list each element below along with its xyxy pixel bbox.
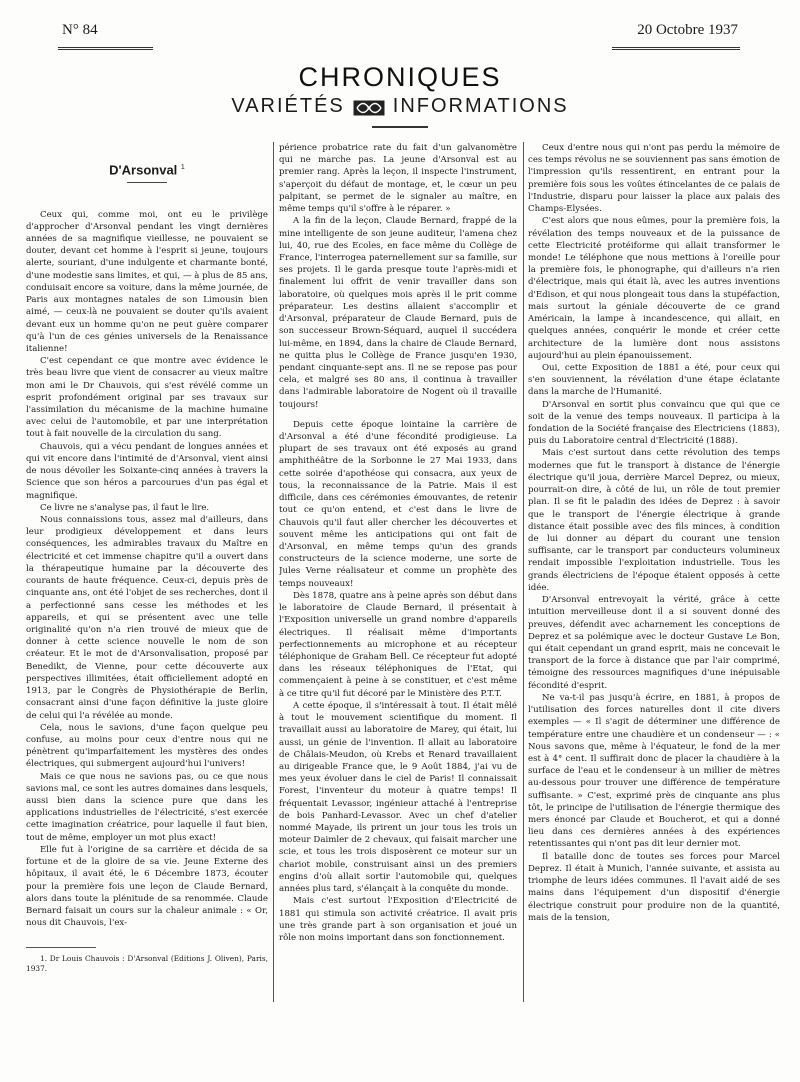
paragraph: Ce livre ne s'analyse pas, il faut le lire.: [40, 502, 210, 513]
paragraph: Ceux qui, comme moi, ont eu le privilège d'approcher d'Arsonval pendant les vingt dernières années de sa magnifique vieillesse, ne pouvaient se douter, devant cet homme à l'esprit si jeune, toujours alerte, souriant, d'une indulgente et charmante bonté, d'une modestie sans limites, et qui, — à plus de 85 ans, conduisait encore sa voiture, dans la même journée, de Paris aux montagnes natales de son Limousin bien aimé, — ceux-là ne pouvaient se douter qu'ils avaient devant eux un homme qu'on ne peut guère comparer qu'à l'un de ces génies universels de la Renaissance italienne!: [26, 209, 268, 354]
ornament-emblem-icon: [353, 98, 385, 114]
paragraph: Nous connaissions tous, assez mal d'ailleurs, dans leur prodigieux développement et dans leurs conséquences, les admirables travaux du Maître en électricité et cet immense chapitre qu'il a ouvert dans la thérapeutique humaine par la découverte des courants de haute fréquence. Ceux-ci, depuis près de cinquante ans, ont été l'objet de ses recherches, dont il a perfectionné sans cesse les méthodes et les appareils, et qui se présentent avec une telle originalité qu'on n'a rien trouvé de mieux que de donner à cette science nouvelle le nom de son créateur. Et le mot de d'Arsonvalisation, proposé par Benedikt, de Vienne, pour cette découverte aux perspectives illimitées, était officiellement adopté en 1913, par le Congrès de Physiothérapie de Berlin, consacrant ainsi d'une façon définitive la juste gloire de celui qui l'a révélée au monde.: [26, 515, 268, 721]
paragraph: C'est alors que nous eûmes, pour la première fois, la révélation des temps nouveaux et de la puissance de cette Electricité protéiforme qui allait transformer le monde! Le téléphone que nous mettions à l'oreille pour la première fois, le phonographe, qui d'ailleurs n'a rien d'électrique, mais qui était là, avec les autres inventions d'Edison, et qui nous plongeait tous dans la stupéfaction, mais surtout la géniale découverte de ce grand Américain, la lampe à incandescence, qui allait, en quelques années, conquérir le monde et créer cette architecture de la lumière dont nous assistons aujourd'hui au plein épanouissement.: [528, 216, 780, 361]
paragraph: Mais c'est surtout l'Exposition d'Electricité de 1881 qui stimula son activité créatrice. Il avait pris une très grande part à son organisation et joué un rôle non moins important dans son fonctionnement.: [279, 896, 517, 943]
masthead-rule: [372, 126, 428, 128]
paragraph: Oui, cette Exposition de 1881 a été, pour ceux qui s'en souviennent, la révélation d'une étape éclatante dans la marche de l'Humanité.: [528, 362, 780, 398]
header-rule-right: [612, 47, 740, 50]
footnote-marker: 1: [180, 164, 185, 171]
paragraph: D'Arsonval en sortit plus convaincu que qui que ce soit de la venue des temps nouveaux. Il participa à la fondation de la Société française des Electriciens (1883), puis du Laboratoire central d'Electricité (1888).: [528, 399, 780, 447]
footnote-rule: [26, 947, 96, 948]
paragraph: Depuis cette époque lointaine la carrière de d'Arsonval a été d'une fécondité prodigieuse. La plupart de ses travaux ont été exposés au grand amphithéâtre de la Sorbonne le 27 Mai 1933, dans cette soirée d'apothéose qui consacra, aux yeux de tous, la reconnaissance de la Patrie. Mais il est difficile, dans ces cérémonies émouvantes, de retenir tout ce qu'on entend, et c'est dans le livre de Chauvois qu'il faut aller chercher les découvertes et souvent même les anticipations qui ont fait de d'Arsonval, en même temps qu'un des grands constructeurs de la science moderne, une sorte de Jules Verne réalisateur et comme un prophète des temps nouveaux!: [279, 419, 517, 589]
issue-date: 20 Octobre 1937: [637, 22, 738, 38]
section-title: CHRONIQUES: [298, 62, 502, 92]
paragraph: Dès 1878, quatre ans à peine après son début dans le laboratoire de Claude Bernard, il présentait à l'Exposition universelle un grand nombre d'appareils électriques. Il réalisait même d'importants perfectionnements au microphone et au récepteur téléphonique de Graham Bell. Ce récepteur fut adopté dans les réseaux téléphoniques de l'Etat, qui commençaient à peine à se constituer, et c'est même à ce titre qu'il fut décoré par le Ministère des P.T.T.: [279, 590, 517, 699]
column-1: [26, 142, 268, 1072]
column-3: [528, 142, 780, 1072]
paragraph: Cela, nous le savions, d'une façon quelque peu confuse, au moins pour ceux d'entre nous qui ne pénètrent qu'imparfaitement les mystères des ondes électriques, qui submergent aujourd'hui l'univers!: [26, 722, 268, 770]
subtitle-right-word: INFORMATIONS: [392, 95, 569, 117]
title-rule: [127, 182, 167, 183]
paragraph: Mais ce que nous ne savions pas, ou ce que nous savions mal, ce sont les autres domaines dans lesquels, aussi bien dans la science pure que dans les applications industrielles de l'électricité, s'est exercée cette imagination créatrice, pour laquelle il faut bien, tout de même, employer un mot plus exact!: [26, 771, 268, 843]
paragraph: Mais c'est surtout dans cette révolution des temps modernes que fut le transport à distance de l'énergie électrique qu'il joua, derrière Marcel Deprez, ou mieux, pourrait-on dire, à côté de lui, un rôle de tout premier plan. Il se fit le paladin des idées de Deprez : à savoir que le transport de l'énergie électrique à grande distance était possible avec des fils minces, à condition de lui donner au départ du courant une tension suffisante, car le transport par conducteurs volumineux rendait impossible l'exploitation industrielle. Tous les grands électriciens de l'époque étaient opposés à cette idée.: [528, 448, 780, 593]
column-divider: [523, 142, 524, 1002]
paragraph: Elle fut à l'origine de sa carrière et décida de sa fortune et de la gloire de sa vie. Jeune Externe des hôpitaux, il avait été, le 6 Décembre 1873, écouter pour la première fois une leçon de Claude Bernard, alors dans toute la plénitude de sa renommée. Claude Bernard faisait un cours sur la chaleur animale : « Or, nous dit Chauvois, l'ex-: [26, 844, 268, 929]
column-divider: [273, 142, 274, 1002]
section-masthead: [0, 62, 800, 128]
paragraph: C'est cependant ce que montre avec évidence le très beau livre que vient de consacrer au vieux maître mon ami le Dr Chauvois, qui s'est révélé comme un esprit profondément original par ses travaux sur l'assimilation du mécanisme de la machine humaine avec celui de l'automobile, et par une interprétation tout à fait nouvelle de la circulation du sang.: [26, 356, 268, 440]
subtitle-left-word: VARIÉTÉS: [231, 95, 345, 117]
footnote: 1. Dr Louis Chauvois : D'Arsonval (Editions J. Oliven), Paris, 1937.: [26, 954, 268, 974]
running-header: [58, 16, 740, 46]
paragraph: A la fin de la leçon, Claude Bernard, frappé de la mine intelligente de son jeune auditeur, l'amena chez lui, 40, rue des Ecoles, en face même du Collège de France, l'interrogea paternellement sur sa famille, sur ses projets. Il le garda presque toute l'après-midi et finalement lui offrit de venir travailler dans son laboratoire, où quelques mois après il le prit comme préparateur. Les destins allaient s'accomplir et d'Arsonval, préparateur de Claude Bernard, puis de son successeur Brown-Séquard, auquel il succédera lui-même, en 1894, dans la chaire de Claude Bernard, ne quitta plus le Collège de France jusqu'en 1930, pendant cinquante-sept ans. Il ne se repose pas pour cela, et malgré ses 80 ans, il continua à travailler dans l'admirable laboratoire de Nogent où il travaille toujours!: [279, 216, 517, 410]
article-title: D'Arsonval $^1$: [109, 162, 185, 178]
paragraph: D'Arsonval entrevoyait la vérité, grâce à cette intuition merveilleuse dont il a si souvent donné des preuves, défendit avec acharnement les conceptions de Deprez et sa polémique avec le docteur Gustave Le Bon, qui était cependant un grand esprit, mais ne concevait le transport de la force à distance que par l'air comprimé, témoigne des ressources magnifiques d'une inépuisable fécondité d'esprit.: [528, 595, 780, 691]
paragraph: Il bataille donc de toutes ses forces pour Marcel Deprez. Il était à Munich, l'année suivante, et assista au triomphe de leurs idées communes. Il l'avait aidé de ses mains dans l'équipement d'un dispositif d'énergie électrique construit pour produire non de la quantité, mais de la tension,: [528, 851, 780, 923]
article-columns: [26, 142, 780, 1072]
column-2: [279, 142, 517, 1072]
paragraph: Ceux d'entre nous qui n'ont pas perdu la mémoire de ces temps révolus ne se souviennent pas sans émotion de l'impression qu'ils ressentirent, en entrant pour la première fois sous les voûtes étincelantes de ce palais de l'Industrie, disparu pour laisser la place aux palais des Champs-Elysées.: [528, 143, 780, 215]
paragraph: Ne va-t-il pas jusqu'à écrire, en 1881, à propos de l'utilisation des forces naturelles dont il cite divers exemples — « Il s'agit de déterminer une différence de température entre une chaudière et un condenseur — : « Nous savons que, même à l'équateur, le fond de la mer est à 4° cent. Il suffirait donc de placer la chaudière à la surface de l'eau et le condenseur à un millier de mètres au-dessous pour trouver une différence de température suffisante. » C'est, exprimé près de cinquante ans plus tôt, le principe de l'utilisation de l'énergie thermique des mers énoncé par Claude et Boucherot, et qui a donné lieu dans ces dernières années à des expériences retentissantes qui n'ont pas dit leur dernier mot.: [528, 692, 780, 850]
section-subtitle: [0, 94, 800, 118]
paragraph: périence probatrice rate du fait d'un galvanomètre qui ne marche pas. La jeune d'Arsonval est au premier rang. Après la leçon, il inspecte l'instrument, s'aperçoit du défaut de montage, et, le cœur un peu palpitant, se permet de le signaler au maître, en même temps qu'il s'offre à le réparer. »: [279, 143, 517, 215]
issue-number: N° 84: [62, 22, 98, 38]
header-rule-left: [58, 47, 153, 50]
paragraph: A cette époque, il s'intéressait à tout. Il était mêlé à tout le mouvement scientifique du moment. Il travaillait aussi au laboratoire de Marey, qui était, lui aussi, un génie de l'invention. Il allait au laboratoire de Châlais-Meudon, où Krebs et Renard travaillaient au dirigeable France que, le 9 Août 1884, j'ai vu de mes yeux évoluer dans le ciel de Paris! Il connaissait Forest, l'inventeur du moteur à quatre temps! Il fréquentait Levassor, ingénieur attaché à l'entreprise de bois Panhard-Levassor. Avec un chef d'atelier nommé Mayade, ils prirent un jour tous les trois un moteur Daimler de 2 chevaux, qui faisait marcher une scie, et tous les trois disposèrent ce moteur sur un chariot mobile, construisant ainsi un des premiers engins d'où allait sortir l'automobile qui, quelques années plus tard, s'élançait à la conquête du monde.: [279, 700, 517, 895]
paragraph: Chauvois, qui a vécu pendant de longues années et qui vit encore dans l'intimité de d'Arsonval, vient ainsi de nous dévoiler les Soixante-cinq années à travers la Science que son héros a parcourues d'un pas égal et magnifique.: [26, 441, 268, 501]
